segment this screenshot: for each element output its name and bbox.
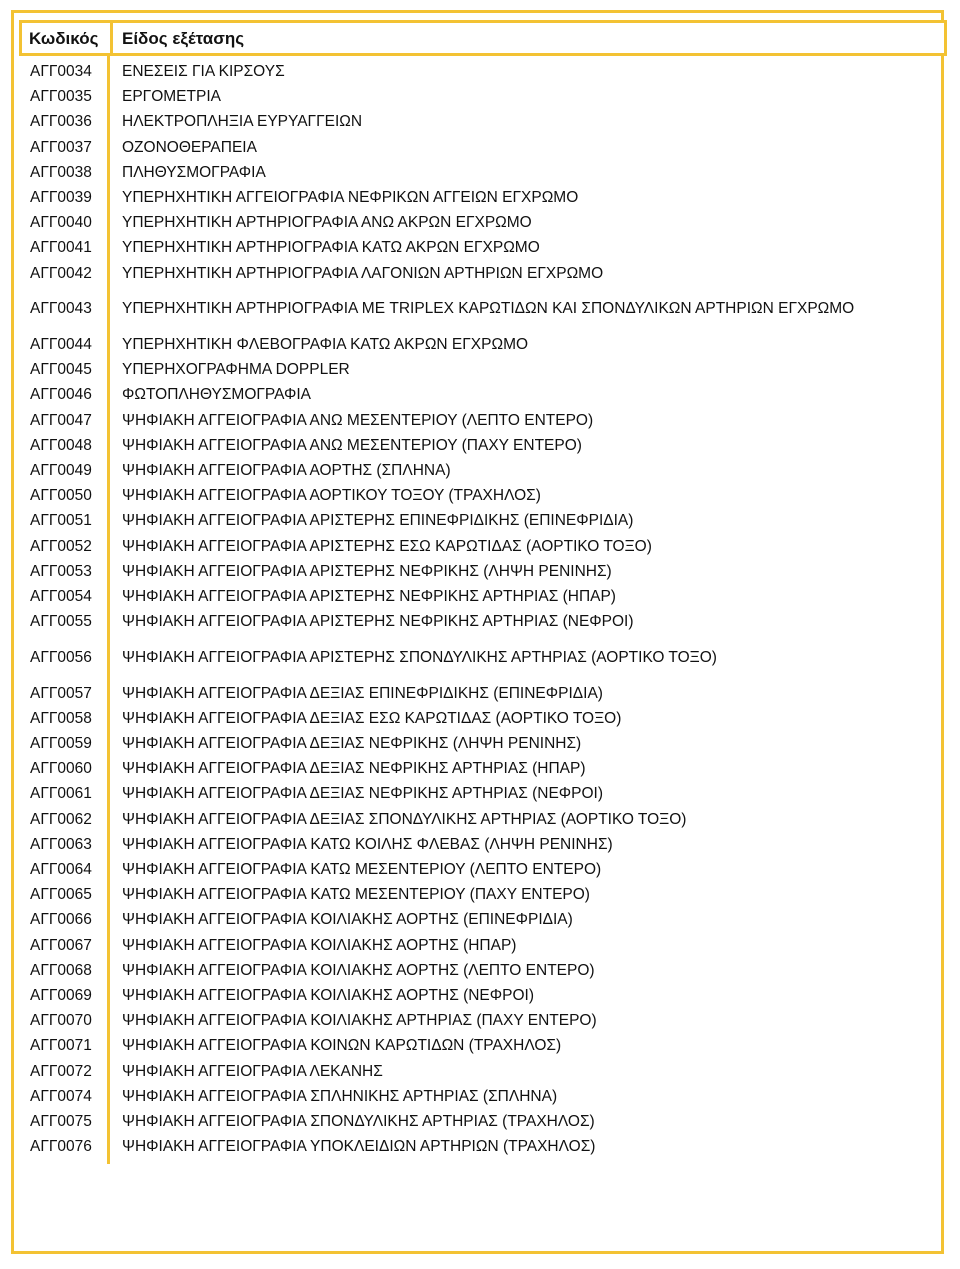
- exam-description: ΨΗΦΙΑΚΗ ΑΓΓΕΙΟΓΡΑΦΙΑ ΚΟΙΛΙΑΚΗΣ ΑΟΡΤΗΣ (ΕΠΙΝΕΦΡΙΔΙΑ): [122, 911, 573, 929]
- exam-code: ΑΓΓ0050: [30, 487, 92, 505]
- exam-code: ΑΓΓ0072: [30, 1062, 92, 1080]
- exam-code: ΑΓΓ0057: [30, 684, 92, 702]
- exam-code: ΑΓΓ0055: [30, 613, 92, 631]
- exam-description: ΨΗΦΙΑΚΗ ΑΓΓΕΙΟΓΡΑΦΙΑ ΑΝΩ ΜΕΣΕΝΤΕΡΙΟΥ (ΛΕΠΤΟ ΕΝΤΕΡΟ): [122, 411, 594, 429]
- exam-code: ΑΓΓ0062: [30, 810, 92, 828]
- exam-description: ΨΗΦΙΑΚΗ ΑΓΓΕΙΟΓΡΑΦΙΑ ΑΡΙΣΤΕΡΗΣ ΝΕΦΡΙΚΗΣ (ΛΗΨΗ ΡΕΝΙΝΗΣ): [122, 562, 612, 580]
- exam-code: ΑΓΓ0051: [30, 512, 92, 530]
- header-divider: [110, 23, 113, 55]
- exam-code: ΑΓΓ0074: [30, 1087, 92, 1105]
- exam-description: ΨΗΦΙΑΚΗ ΑΓΓΕΙΟΓΡΑΦΙΑ ΑΟΡΤΙΚΟΥ ΤΟΞΟΥ (ΤΡΑΧΗΛΟΣ): [122, 487, 541, 505]
- exam-description: ΨΗΦΙΑΚΗ ΑΓΓΕΙΟΓΡΑΦΙΑ ΚΟΙΛΙΑΚΗΣ ΑΟΡΤΗΣ (ΗΠΑΡ): [122, 936, 517, 954]
- exam-code: ΑΓΓ0048: [30, 436, 92, 454]
- exam-description: ΥΠΕΡΗΧΟΓΡΑΦΗΜΑ DOPPLER: [122, 361, 350, 379]
- exam-code: ΑΓΓ0038: [30, 163, 92, 181]
- exam-code: ΑΓΓ0045: [30, 361, 92, 379]
- exam-description: ΥΠΕΡΗΧΗΤΙΚΗ ΑΡΤΗΡΙΟΓΡΑΦΙΑ ΑΝΩ ΑΚΡΩΝ ΕΓΧΡΩΜΟ: [122, 214, 532, 232]
- exam-description: ΥΠΕΡΗΧΗΤΙΚΗ ΑΡΤΗΡΙΟΓΡΑΦΙΑ ΛΑΓΟΝΙΩΝ ΑΡΤΗΡΙΩΝ ΕΓΧΡΩΜΟ: [122, 264, 604, 282]
- exam-code: ΑΓΓ0063: [30, 835, 92, 853]
- exam-code: ΑΓΓ0053: [30, 562, 92, 580]
- exam-description: ΨΗΦΙΑΚΗ ΑΓΓΕΙΟΓΡΑΦΙΑ ΥΠΟΚΛΕΙΔΙΩΝ ΑΡΤΗΡΙΩΝ (ΤΡΑΧΗΛΟΣ): [122, 1138, 596, 1156]
- exam-description: ΨΗΦΙΑΚΗ ΑΓΓΕΙΟΓΡΑΦΙΑ ΚΑΤΩ ΜΕΣΕΝΤΕΡΙΟΥ (ΠΑΧΥ ΕΝΤΕΡΟ): [122, 886, 590, 904]
- table-header: [19, 20, 947, 56]
- exam-code: ΑΓΓ0059: [30, 735, 92, 752]
- exam-code: ΑΓΓ0056: [30, 648, 92, 666]
- exam-description: ΨΗΦΙΑΚΗ ΑΓΓΕΙΟΓΡΑΦΙΑ ΔΕΞΙΑΣ ΕΠΙΝΕΦΡΙΔΙΚΗΣ (ΕΠΙΝΕΦΡΙΔΙΑ): [122, 684, 603, 702]
- exam-description: ΗΛΕΚΤΡΟΠΛΗΞΙΑ ΕΥΡΥΑΓΓΕΙΩΝ: [122, 113, 363, 131]
- exam-description: ΨΗΦΙΑΚΗ ΑΓΓΕΙΟΓΡΑΦΙΑ ΔΕΞΙΑΣ ΕΣΩ ΚΑΡΩΤΙΔΑΣ (ΑΟΡΤΙΚΟ ΤΟΞΟ): [122, 709, 622, 727]
- exam-description: ΥΠΕΡΗΧΗΤΙΚΗ ΦΛΕΒΟΓΡΑΦΙΑ ΚΑΤΩ ΑΚΡΩΝ ΕΓΧΡΩΜΟ: [122, 336, 529, 353]
- exam-table: [19, 59, 947, 1164]
- exam-code: ΑΓΓ0066: [30, 911, 92, 929]
- exam-code: ΑΓΓ0065: [30, 886, 92, 904]
- exam-description: ΥΠΕΡΗΧΗΤΙΚΗ ΑΡΤΗΡΙΟΓΡΑΦΙΑ ΚΑΤΩ ΑΚΡΩΝ ΕΓΧΡΩΜΟ: [122, 239, 540, 257]
- exam-description: ΨΗΦΙΑΚΗ ΑΓΓΕΙΟΓΡΑΦΙΑ ΑΡΙΣΤΕΡΗΣ ΕΣΩ ΚΑΡΩΤΙΔΑΣ (ΑΟΡΤΙΚΟ ΤΟΞΟ): [122, 537, 652, 555]
- exam-description: ΨΗΦΙΑΚΗ ΑΓΓΕΙΟΓΡΑΦΙΑ ΔΕΞΙΑΣ ΝΕΦΡΙΚΗΣ ΑΡΤΗΡΙΑΣ (ΝΕΦΡΟΙ): [122, 785, 604, 803]
- exam-description: ΕΡΓΟΜΕΤΡΙΑ: [122, 88, 221, 106]
- exam-description: ΨΗΦΙΑΚΗ ΑΓΓΕΙΟΓΡΑΦΙΑ ΛΕΚΑΝΗΣ: [122, 1062, 383, 1080]
- exam-code: ΑΓΓ0075: [30, 1113, 92, 1130]
- exam-code: ΑΓΓ0040: [30, 214, 92, 232]
- exam-code: ΑΓΓ0067: [30, 936, 92, 954]
- exam-code: ΑΓΓ0058: [30, 709, 92, 727]
- exam-description: ΦΩΤΟΠΛΗΘΥΣΜΟΓΡΑΦΙΑ: [122, 386, 312, 404]
- exam-description: ΨΗΦΙΑΚΗ ΑΓΓΕΙΟΓΡΑΦΙΑ ΑΡΙΣΤΕΡΗΣ ΕΠΙΝΕΦΡΙΔΙΚΗΣ (ΕΠΙΝΕΦΡΙΔΙΑ): [122, 512, 634, 530]
- exam-description: ΟΖΟΝΟΘΕΡΑΠΕΙΑ: [122, 138, 257, 156]
- exam-code: ΑΓΓ0061: [30, 785, 92, 803]
- column-header-code: Κωδικός: [29, 29, 99, 48]
- exam-description: ΨΗΦΙΑΚΗ ΑΓΓΕΙΟΓΡΑΦΙΑ ΑΡΙΣΤΕΡΗΣ ΝΕΦΡΙΚΗΣ ΑΡΤΗΡΙΑΣ (ΝΕΦΡΟΙ): [122, 613, 634, 631]
- exam-code: ΑΓΓ0060: [30, 760, 92, 778]
- exam-description: ΨΗΦΙΑΚΗ ΑΓΓΕΙΟΓΡΑΦΙΑ ΔΕΞΙΑΣ ΝΕΦΡΙΚΗΣ ΑΡΤΗΡΙΑΣ (ΗΠΑΡ): [122, 760, 586, 778]
- exam-description: ΨΗΦΙΑΚΗ ΑΓΓΕΙΟΓΡΑΦΙΑ ΚΑΤΩ ΚΟΙΛΗΣ ΦΛΕΒΑΣ (ΛΗΨΗ ΡΕΝΙΝΗΣ): [122, 835, 613, 853]
- exam-code: ΑΓΓ0076: [30, 1138, 92, 1156]
- exam-description: ΨΗΦΙΑΚΗ ΑΓΓΕΙΟΓΡΑΦΙΑ ΣΠΟΝΔΥΛΙΚΗΣ ΑΡΤΗΡΙΑΣ (ΤΡΑΧΗΛΟΣ): [122, 1113, 595, 1130]
- exam-code: ΑΓΓ0070: [30, 1012, 92, 1030]
- exam-code: ΑΓΓ0064: [30, 861, 92, 878]
- exam-description: ΨΗΦΙΑΚΗ ΑΓΓΕΙΟΓΡΑΦΙΑ ΑΝΩ ΜΕΣΕΝΤΕΡΙΟΥ (ΠΑΧΥ ΕΝΤΕΡΟ): [122, 436, 582, 454]
- exam-code: ΑΓΓ0046: [30, 386, 92, 404]
- exam-description: ΥΠΕΡΗΧΗΤΙΚΗ ΑΡΤΗΡΙΟΓΡΑΦΙΑ ΜΕ TRIPLEX ΚΑΡΩΤΙΔΩΝ ΚΑΙ ΣΠΟΝΔΥΛΙΚΩΝ ΑΡΤΗΡΙΩΝ ΕΓΧΡΩΜΟ: [122, 300, 855, 318]
- exam-code: ΑΓΓ0043: [30, 300, 92, 318]
- exam-description: ΨΗΦΙΑΚΗ ΑΓΓΕΙΟΓΡΑΦΙΑ ΑΟΡΤΗΣ (ΣΠΛΗΝΑ): [122, 462, 451, 479]
- exam-code: ΑΓΓ0037: [30, 138, 92, 156]
- exam-description: ΨΗΦΙΑΚΗ ΑΓΓΕΙΟΓΡΑΦΙΑ ΑΡΙΣΤΕΡΗΣ ΝΕΦΡΙΚΗΣ ΑΡΤΗΡΙΑΣ (ΗΠΑΡ): [122, 588, 616, 605]
- column-header-exam-type: Είδος εξέτασης: [122, 29, 245, 48]
- exam-code: ΑΓΓ0071: [30, 1037, 92, 1055]
- exam-code: ΑΓΓ0036: [30, 113, 92, 131]
- exam-code: ΑΓΓ0034: [30, 63, 92, 80]
- exam-code: ΑΓΓ0052: [30, 537, 92, 555]
- exam-code: ΑΓΓ0044: [30, 336, 92, 353]
- exam-description: ΕΝΕΣΕΙΣ ΓΙΑ ΚΙΡΣΟΥΣ: [122, 63, 285, 80]
- exam-code: ΑΓΓ0047: [30, 411, 92, 429]
- exam-description: ΨΗΦΙΑΚΗ ΑΓΓΕΙΟΓΡΑΦΙΑ ΚΟΙΝΩΝ ΚΑΡΩΤΙΔΩΝ (ΤΡΑΧΗΛΟΣ): [122, 1037, 562, 1055]
- exam-description: ΨΗΦΙΑΚΗ ΑΓΓΕΙΟΓΡΑΦΙΑ ΚΟΙΛΙΑΚΗΣ ΑΟΡΤΗΣ (ΛΕΠΤΟ ΕΝΤΕΡΟ): [122, 961, 595, 979]
- exam-description: ΥΠΕΡΗΧΗΤΙΚΗ ΑΓΓΕΙΟΓΡΑΦΙΑ ΝΕΦΡΙΚΩΝ ΑΓΓΕΙΩΝ ΕΓΧΡΩΜΟ: [122, 189, 579, 206]
- exam-description: ΨΗΦΙΑΚΗ ΑΓΓΕΙΟΓΡΑΦΙΑ ΔΕΞΙΑΣ ΝΕΦΡΙΚΗΣ (ΛΗΨΗ ΡΕΝΙΝΗΣ): [122, 735, 582, 752]
- exam-description: ΨΗΦΙΑΚΗ ΑΓΓΕΙΟΓΡΑΦΙΑ ΣΠΛΗΝΙΚΗΣ ΑΡΤΗΡΙΑΣ (ΣΠΛΗΝΑ): [122, 1087, 558, 1105]
- exam-code: ΑΓΓ0069: [30, 987, 92, 1004]
- exam-description: ΨΗΦΙΑΚΗ ΑΓΓΕΙΟΓΡΑΦΙΑ ΑΡΙΣΤΕΡΗΣ ΣΠΟΝΔΥΛΙΚΗΣ ΑΡΤΗΡΙΑΣ (ΑΟΡΤΙΚΟ ΤΟΞΟ): [122, 648, 717, 666]
- exam-description: ΨΗΦΙΑΚΗ ΑΓΓΕΙΟΓΡΑΦΙΑ ΚΟΙΛΙΑΚΗΣ ΑΡΤΗΡΙΑΣ (ΠΑΧΥ ΕΝΤΕΡΟ): [122, 1012, 597, 1030]
- exam-description: ΨΗΦΙΑΚΗ ΑΓΓΕΙΟΓΡΑΦΙΑ ΚΟΙΛΙΑΚΗΣ ΑΟΡΤΗΣ (ΝΕΦΡΟΙ): [122, 987, 534, 1004]
- exam-code: ΑΓΓ0041: [30, 239, 92, 257]
- exam-description: ΠΛΗΘΥΣΜΟΓΡΑΦΙΑ: [122, 163, 266, 181]
- exam-description: ΨΗΦΙΑΚΗ ΑΓΓΕΙΟΓΡΑΦΙΑ ΔΕΞΙΑΣ ΣΠΟΝΔΥΛΙΚΗΣ ΑΡΤΗΡΙΑΣ (ΑΟΡΤΙΚΟ ΤΟΞΟ): [122, 810, 687, 828]
- exam-code: ΑΓΓ0035: [30, 88, 92, 106]
- exam-code: ΑΓΓ0068: [30, 961, 92, 979]
- exam-code: ΑΓΓ0042: [30, 264, 92, 282]
- exam-code: ΑΓΓ0049: [30, 462, 92, 479]
- exam-description: ΨΗΦΙΑΚΗ ΑΓΓΕΙΟΓΡΑΦΙΑ ΚΑΤΩ ΜΕΣΕΝΤΕΡΙΟΥ (ΛΕΠΤΟ ΕΝΤΕΡΟ): [122, 861, 602, 878]
- exam-code: ΑΓΓ0054: [30, 588, 92, 605]
- exam-code: ΑΓΓ0039: [30, 189, 92, 206]
